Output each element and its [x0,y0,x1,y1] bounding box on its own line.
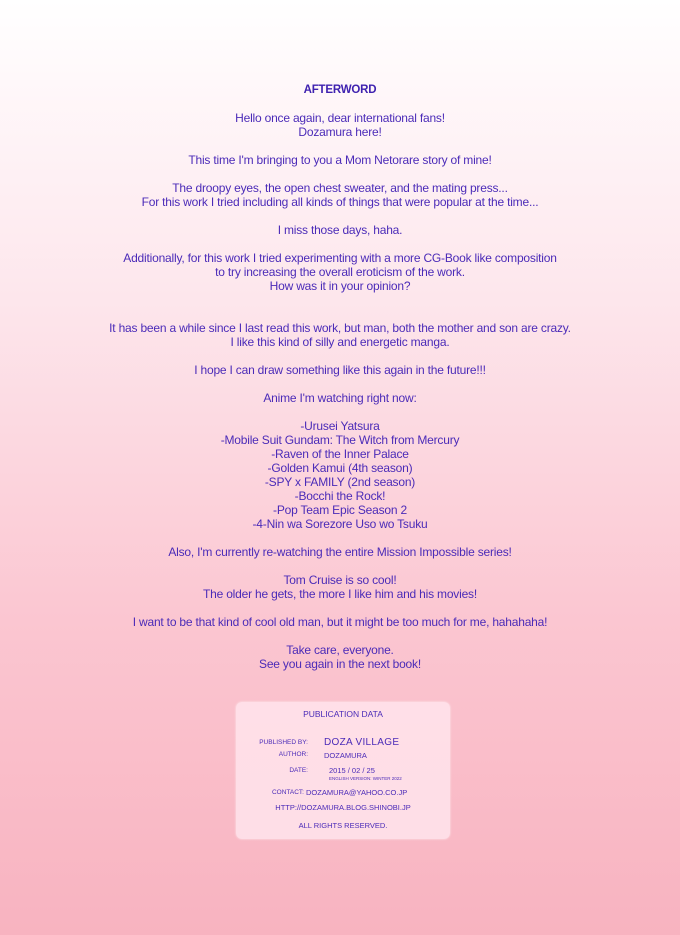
afterword-line: I hope I can draw something like this again in the future!!! [194,363,486,377]
afterword-line: For this work I tried including all kinds of things that were popular at the time... [141,195,539,209]
afterword-paragraph [0,643,680,671]
afterword-line: Dozamura here! [298,125,382,139]
rights-text: ALL RIGHTS RESERVED. [298,821,388,830]
afterword-paragraph [0,251,680,293]
afterword-section [0,83,680,685]
afterword-paragraph [0,223,680,237]
publication-data-box [236,702,450,839]
afterword-line: -Urusei Yatsura [300,419,380,433]
afterword-paragraph [0,321,680,349]
afterword-title: AFTERWORD [303,84,377,96]
afterword-line: Anime I'm watching right now: [263,391,417,405]
afterword-line: It has been a while since I last read this work, but man, both the mother and son are crazy. [109,321,571,335]
contact-email[interactable]: DOZAMURA@YAHOO.CO.JP [306,788,408,797]
published-by-value: DOZA VILLAGE [324,737,400,748]
author-label: AUTHOR: [278,751,308,758]
afterword-line: The older he gets, the more I like him and his movies! [202,587,477,601]
contact-label: CONTACT: [271,789,304,796]
afterword-line: I miss those days, haha. [277,223,403,237]
afterword-line: This time I'm bringing to you a Mom Netorare story of mine! [188,153,492,167]
afterword-paragraph [0,391,680,405]
afterword-paragraph [0,573,680,601]
afterword-line: I like this kind of silly and energetic manga. [230,335,450,349]
afterword-paragraph [0,615,680,629]
afterword-line: The droopy eyes, the open chest sweater, and the mating press... [172,181,508,195]
afterword-line: -Golden Kamui (4th season) [267,461,413,475]
afterword-line: I want to be that kind of cool old man, but it might be too much for me, hahahaha! [132,615,548,629]
afterword-paragraph [0,545,680,559]
afterword-paragraph [0,419,680,531]
afterword-line: -Mobile Suit Gundam: The Witch from Mercury [220,433,460,447]
afterword-line: Take care, everyone. [286,643,394,657]
date-note: ENGLISH VERSION: WINTER 2022 [329,776,402,781]
published-by-label: PUBLISHED BY: [259,739,308,746]
website-link[interactable]: HTTP://DOZAMURA.BLOG.SHINOBI.JP [275,803,411,812]
afterword-line: Also, I'm currently re-watching the entire Mission Impossible series! [168,545,512,559]
afterword-paragraph [0,363,680,377]
afterword-body [0,111,680,671]
afterword-line: -Bocchi the Rock! [294,489,386,503]
afterword-line: -SPY x FAMILY (2nd season) [264,475,416,489]
author-value: DOZAMURA [324,751,367,760]
afterword-line: Hello once again, dear international fans! [235,111,445,125]
afterword-paragraph [0,153,680,167]
afterword-line: See you again in the next book! [259,657,421,671]
afterword-line: to try increasing the overall eroticism of the work. [215,265,465,279]
afterword-line: -Pop Team Epic Season 2 [273,503,407,517]
afterword-paragraph [0,181,680,209]
date-label: DATE: [289,767,308,774]
afterword-line: -4-Nin wa Sorezore Uso wo Tsuku [252,517,428,531]
afterword-line: -Raven of the Inner Palace [271,447,409,461]
publication-title: PUBLICATION DATA [303,709,383,719]
afterword-line: Additionally, for this work I tried experimenting with a more CG-Book like composition [123,251,557,265]
afterword-line: Tom Cruise is so cool! [283,573,397,587]
afterword-paragraph [0,111,680,139]
afterword-line: How was it in your opinion? [269,279,411,293]
date-value: 2015 / 02 / 25 [329,766,375,775]
